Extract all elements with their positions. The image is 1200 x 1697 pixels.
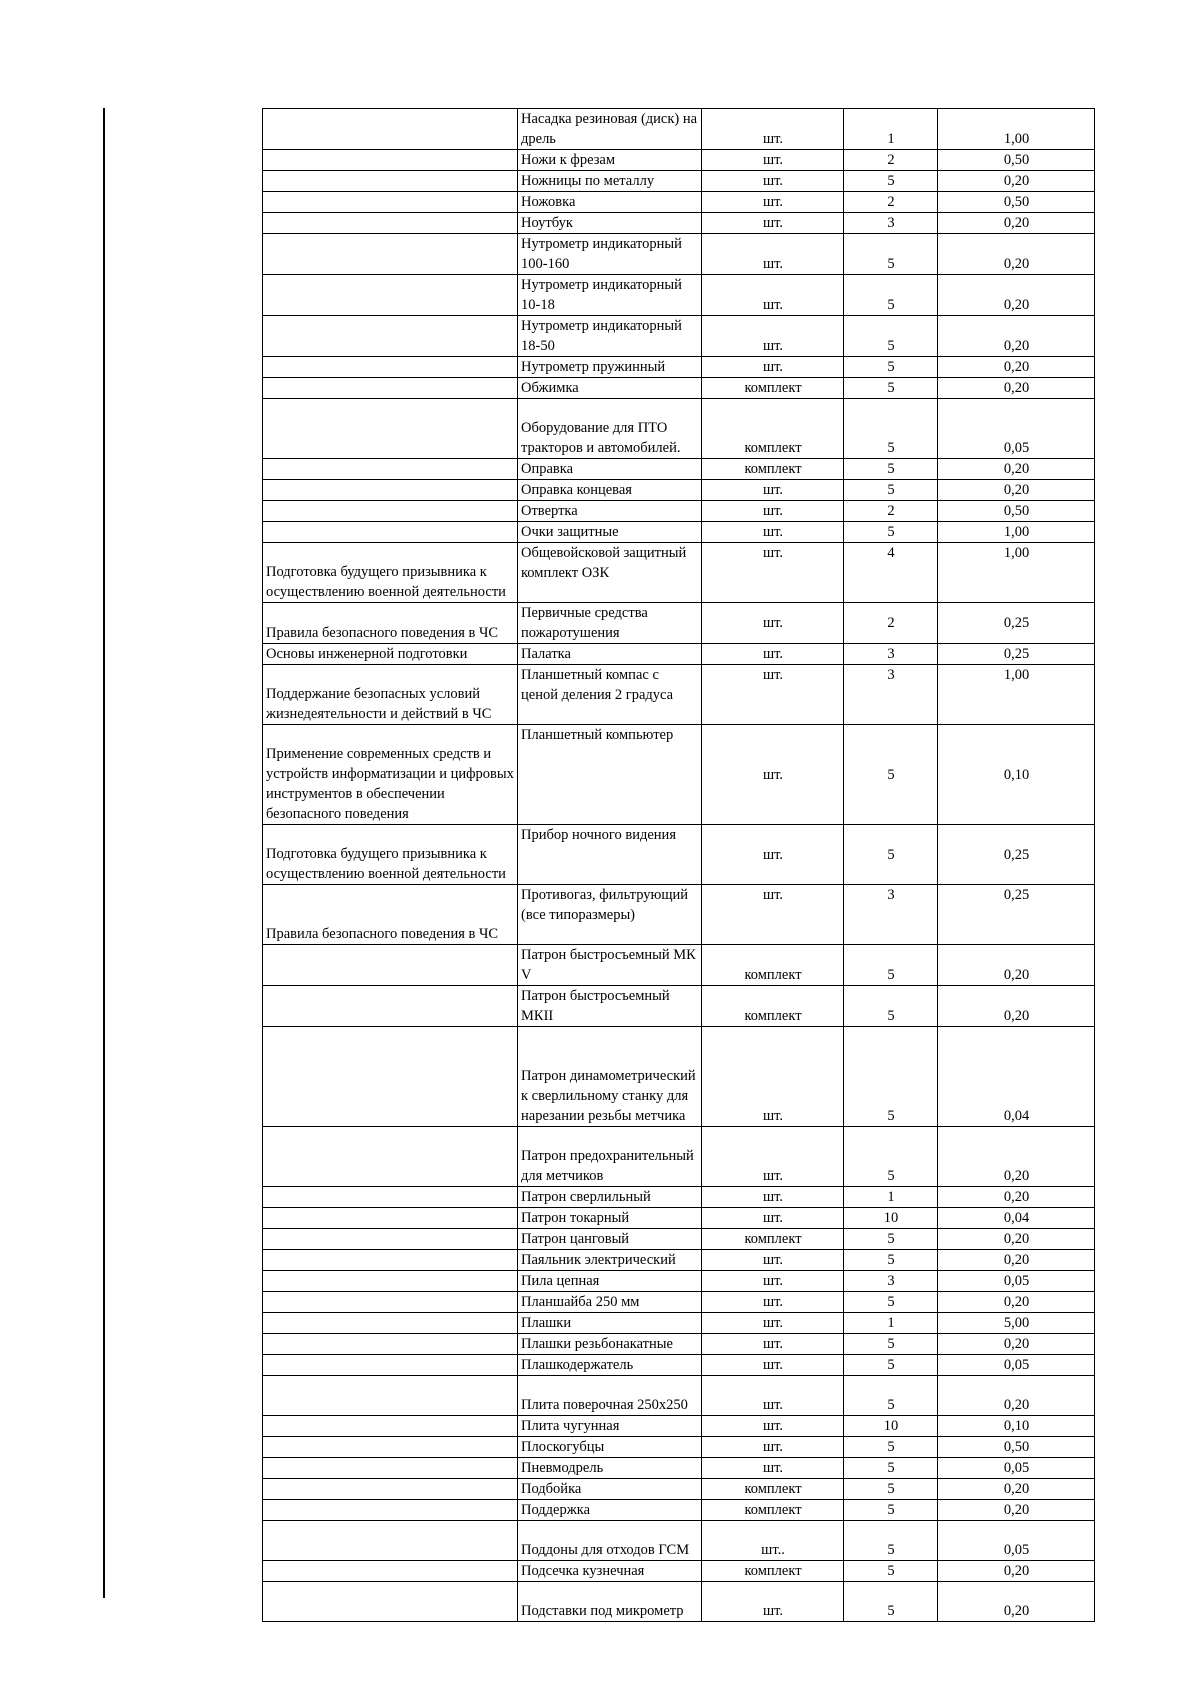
section-cell: Подготовка будущего призывника к осуществлению военной деятельности xyxy=(263,825,518,885)
quantity-cell: 3 xyxy=(844,213,938,234)
unit-cell: шт. xyxy=(702,1355,844,1376)
unit-cell: шт. xyxy=(702,1127,844,1187)
table-row xyxy=(263,171,1095,192)
table-row xyxy=(263,825,1095,885)
section-cell xyxy=(263,1437,518,1458)
item-name-cell: Патрон предохранительный для метчиков xyxy=(518,1127,702,1187)
coefficient-cell: 0,50 xyxy=(938,1437,1095,1458)
unit-cell: шт. xyxy=(702,234,844,275)
section-cell: Поддержание безопасных условий жизнедеятельности и действий в ЧС xyxy=(263,665,518,725)
coefficient-cell: 0,20 xyxy=(938,316,1095,357)
item-name-cell: Палатка xyxy=(518,644,702,665)
item-name-cell: Плашки xyxy=(518,1313,702,1334)
item-name-cell: Ноутбук xyxy=(518,213,702,234)
coefficient-cell: 0,20 xyxy=(938,1561,1095,1582)
quantity-cell: 2 xyxy=(844,603,938,644)
coefficient-cell: 0,20 xyxy=(938,234,1095,275)
item-name-cell: Нутрометр пружинный xyxy=(518,357,702,378)
item-name-cell: Противогаз, фильтрующий (все типоразмеры) xyxy=(518,885,702,945)
coefficient-cell: 0,05 xyxy=(938,1521,1095,1561)
quantity-cell: 5 xyxy=(844,1292,938,1313)
section-cell xyxy=(263,1027,518,1127)
table-row xyxy=(263,1582,1095,1622)
section-cell: Правила безопасного поведения в ЧС xyxy=(263,603,518,644)
table-row xyxy=(263,644,1095,665)
item-name-cell: Планшетный компас с ценой деления 2 градуса xyxy=(518,665,702,725)
quantity-cell: 5 xyxy=(844,171,938,192)
item-name-cell: Патрон цанговый xyxy=(518,1229,702,1250)
unit-cell: комплект xyxy=(702,1229,844,1250)
quantity-cell: 5 xyxy=(844,1479,938,1500)
quantity-cell: 4 xyxy=(844,543,938,603)
item-name-cell: Плашкодержатель xyxy=(518,1355,702,1376)
item-name-cell: Подсечка кузнечная xyxy=(518,1561,702,1582)
quantity-cell: 5 xyxy=(844,725,938,825)
section-cell xyxy=(263,1458,518,1479)
item-name-cell: Нутрометр индикаторный 100-160 xyxy=(518,234,702,275)
unit-cell: шт. xyxy=(702,725,844,825)
unit-cell: шт. xyxy=(702,1187,844,1208)
item-name-cell: Патрон быстросъемный МК V xyxy=(518,945,702,986)
coefficient-cell: 0,20 xyxy=(938,986,1095,1027)
coefficient-cell: 0,25 xyxy=(938,885,1095,945)
section-cell xyxy=(263,501,518,522)
coefficient-cell: 0,04 xyxy=(938,1208,1095,1229)
quantity-cell: 1 xyxy=(844,109,938,150)
section-cell xyxy=(263,986,518,1027)
quantity-cell: 5 xyxy=(844,234,938,275)
coefficient-cell: 0,20 xyxy=(938,1127,1095,1187)
item-name-cell: Поддержка xyxy=(518,1500,702,1521)
section-cell xyxy=(263,1208,518,1229)
unit-cell: шт. xyxy=(702,275,844,316)
section-cell xyxy=(263,192,518,213)
coefficient-cell: 0,20 xyxy=(938,1334,1095,1355)
coefficient-cell: 0,05 xyxy=(938,1355,1095,1376)
item-name-cell: Очки защитные xyxy=(518,522,702,543)
unit-cell: шт. xyxy=(702,543,844,603)
item-name-cell: Оборудование для ПТО тракторов и автомобилей. xyxy=(518,399,702,459)
section-cell: Правила безопасного поведения в ЧС xyxy=(263,885,518,945)
quantity-cell: 5 xyxy=(844,1521,938,1561)
quantity-cell: 5 xyxy=(844,986,938,1027)
quantity-cell: 1 xyxy=(844,1313,938,1334)
section-cell xyxy=(263,1500,518,1521)
section-cell xyxy=(263,316,518,357)
unit-cell: шт. xyxy=(702,1292,844,1313)
section-cell xyxy=(263,1582,518,1622)
unit-cell: шт. xyxy=(702,171,844,192)
coefficient-cell: 0,20 xyxy=(938,1229,1095,1250)
unit-cell: шт. xyxy=(702,1437,844,1458)
section-cell xyxy=(263,1187,518,1208)
section-cell xyxy=(263,1561,518,1582)
coefficient-cell: 0,20 xyxy=(938,1292,1095,1313)
quantity-cell: 5 xyxy=(844,825,938,885)
quantity-cell: 5 xyxy=(844,522,938,543)
quantity-cell: 5 xyxy=(844,1561,938,1582)
table-row xyxy=(263,603,1095,644)
coefficient-cell: 0,20 xyxy=(938,480,1095,501)
section-cell xyxy=(263,522,518,543)
table-row xyxy=(263,501,1095,522)
table-row xyxy=(263,1458,1095,1479)
section-cell xyxy=(263,378,518,399)
coefficient-cell: 0,20 xyxy=(938,1479,1095,1500)
coefficient-cell: 0,20 xyxy=(938,171,1095,192)
coefficient-cell: 5,00 xyxy=(938,1313,1095,1334)
table-row xyxy=(263,1521,1095,1561)
unit-cell: шт.. xyxy=(702,1521,844,1561)
coefficient-cell: 0,50 xyxy=(938,192,1095,213)
quantity-cell: 5 xyxy=(844,1500,938,1521)
item-name-cell: Нутрометр индикаторный 18-50 xyxy=(518,316,702,357)
coefficient-cell: 0,20 xyxy=(938,213,1095,234)
item-name-cell: Паяльник электрический xyxy=(518,1250,702,1271)
item-name-cell: Отвертка xyxy=(518,501,702,522)
table-row xyxy=(263,234,1095,275)
quantity-cell: 5 xyxy=(844,1229,938,1250)
section-cell xyxy=(263,480,518,501)
section-cell xyxy=(263,1376,518,1416)
coefficient-cell: 0,20 xyxy=(938,459,1095,480)
table-row xyxy=(263,1355,1095,1376)
unit-cell: шт. xyxy=(702,603,844,644)
section-cell xyxy=(263,171,518,192)
coefficient-cell: 0,20 xyxy=(938,1500,1095,1521)
section-cell xyxy=(263,109,518,150)
table-row xyxy=(263,459,1095,480)
coefficient-cell: 0,25 xyxy=(938,644,1095,665)
quantity-cell: 5 xyxy=(844,480,938,501)
equipment-table xyxy=(262,108,1095,1622)
quantity-cell: 5 xyxy=(844,399,938,459)
table-row xyxy=(263,665,1095,725)
item-name-cell: Первичные средства пожаротушения xyxy=(518,603,702,644)
item-name-cell: Поддоны для отходов ГСМ xyxy=(518,1521,702,1561)
coefficient-cell: 0,05 xyxy=(938,1271,1095,1292)
quantity-cell: 5 xyxy=(844,459,938,480)
unit-cell: комплект xyxy=(702,1500,844,1521)
unit-cell: комплект xyxy=(702,945,844,986)
section-cell xyxy=(263,275,518,316)
coefficient-cell: 0,05 xyxy=(938,1458,1095,1479)
table-row xyxy=(263,1187,1095,1208)
section-cell xyxy=(263,150,518,171)
coefficient-cell: 1,00 xyxy=(938,522,1095,543)
table-row xyxy=(263,1334,1095,1355)
item-name-cell: Ножовка xyxy=(518,192,702,213)
quantity-cell: 5 xyxy=(844,316,938,357)
item-name-cell: Подставки под микрометр xyxy=(518,1582,702,1622)
section-cell xyxy=(263,1313,518,1334)
unit-cell: шт. xyxy=(702,316,844,357)
table-row xyxy=(263,522,1095,543)
unit-cell: шт. xyxy=(702,109,844,150)
item-name-cell: Оправка xyxy=(518,459,702,480)
item-name-cell: Ножницы по металлу xyxy=(518,171,702,192)
section-cell xyxy=(263,213,518,234)
section-cell xyxy=(263,1229,518,1250)
unit-cell: шт. xyxy=(702,1250,844,1271)
table-row xyxy=(263,543,1095,603)
unit-cell: шт. xyxy=(702,1376,844,1416)
coefficient-cell: 0,20 xyxy=(938,378,1095,399)
table-row xyxy=(263,1561,1095,1582)
coefficient-cell: 0,10 xyxy=(938,1416,1095,1437)
table-row xyxy=(263,316,1095,357)
item-name-cell: Пневмодрель xyxy=(518,1458,702,1479)
item-name-cell: Оправка концевая xyxy=(518,480,702,501)
item-name-cell: Насадка резиновая (диск) на дрель xyxy=(518,109,702,150)
unit-cell: шт. xyxy=(702,1458,844,1479)
coefficient-cell: 1,00 xyxy=(938,109,1095,150)
quantity-cell: 5 xyxy=(844,1334,938,1355)
coefficient-cell: 0,04 xyxy=(938,1027,1095,1127)
table-row xyxy=(263,1208,1095,1229)
table-row xyxy=(263,1127,1095,1187)
item-name-cell: Патрон токарный xyxy=(518,1208,702,1229)
coefficient-cell: 0,50 xyxy=(938,501,1095,522)
quantity-cell: 5 xyxy=(844,1027,938,1127)
section-cell: Основы инженерной подготовки xyxy=(263,644,518,665)
section-cell: Подготовка будущего призывника к осуществлению военной деятельности xyxy=(263,543,518,603)
unit-cell: шт. xyxy=(702,1271,844,1292)
coefficient-cell: 0,20 xyxy=(938,357,1095,378)
item-name-cell: Патрон сверлильный xyxy=(518,1187,702,1208)
unit-cell: комплект xyxy=(702,1479,844,1500)
table-row xyxy=(263,275,1095,316)
section-cell xyxy=(263,1271,518,1292)
unit-cell: шт. xyxy=(702,192,844,213)
quantity-cell: 10 xyxy=(844,1208,938,1229)
section-cell xyxy=(263,1416,518,1437)
unit-cell: шт. xyxy=(702,1027,844,1127)
table-row xyxy=(263,945,1095,986)
coefficient-cell: 0,25 xyxy=(938,603,1095,644)
quantity-cell: 2 xyxy=(844,192,938,213)
unit-cell: шт. xyxy=(702,213,844,234)
item-name-cell: Нутрометр индикаторный 10-18 xyxy=(518,275,702,316)
coefficient-cell: 0,20 xyxy=(938,1582,1095,1622)
section-cell xyxy=(263,1292,518,1313)
unit-cell: шт. xyxy=(702,1334,844,1355)
coefficient-cell: 0,05 xyxy=(938,399,1095,459)
left-margin-line xyxy=(103,108,105,1598)
quantity-cell: 5 xyxy=(844,357,938,378)
quantity-cell: 2 xyxy=(844,501,938,522)
item-name-cell: Плита чугунная xyxy=(518,1416,702,1437)
quantity-cell: 5 xyxy=(844,945,938,986)
unit-cell: комплект xyxy=(702,378,844,399)
unit-cell: шт. xyxy=(702,1582,844,1622)
section-cell xyxy=(263,1355,518,1376)
item-name-cell: Плита поверочная 250х250 xyxy=(518,1376,702,1416)
table-row xyxy=(263,1292,1095,1313)
unit-cell: шт. xyxy=(702,480,844,501)
item-name-cell: Подбойка xyxy=(518,1479,702,1500)
table-row xyxy=(263,1271,1095,1292)
unit-cell: шт. xyxy=(702,644,844,665)
section-cell xyxy=(263,1521,518,1561)
item-name-cell: Плоскогубцы xyxy=(518,1437,702,1458)
coefficient-cell: 0,20 xyxy=(938,1250,1095,1271)
section-cell xyxy=(263,1250,518,1271)
unit-cell: шт. xyxy=(702,150,844,171)
table-row xyxy=(263,725,1095,825)
item-name-cell: Планшайба 250 мм xyxy=(518,1292,702,1313)
table-row xyxy=(263,1479,1095,1500)
quantity-cell: 2 xyxy=(844,150,938,171)
coefficient-cell: 0,10 xyxy=(938,725,1095,825)
unit-cell: комплект xyxy=(702,459,844,480)
table-row xyxy=(263,1313,1095,1334)
table-row xyxy=(263,399,1095,459)
unit-cell: шт. xyxy=(702,1208,844,1229)
coefficient-cell: 0,20 xyxy=(938,1187,1095,1208)
unit-cell: шт. xyxy=(702,357,844,378)
unit-cell: комплект xyxy=(702,1561,844,1582)
quantity-cell: 5 xyxy=(844,1355,938,1376)
item-name-cell: Ножи к фрезам xyxy=(518,150,702,171)
unit-cell: шт. xyxy=(702,501,844,522)
table-row xyxy=(263,1500,1095,1521)
section-cell xyxy=(263,945,518,986)
section-cell xyxy=(263,1127,518,1187)
quantity-cell: 5 xyxy=(844,1127,938,1187)
table-row xyxy=(263,1376,1095,1416)
unit-cell: комплект xyxy=(702,399,844,459)
coefficient-cell: 0,20 xyxy=(938,945,1095,986)
quantity-cell: 5 xyxy=(844,378,938,399)
quantity-cell: 5 xyxy=(844,1582,938,1622)
table-row xyxy=(263,378,1095,399)
unit-cell: комплект xyxy=(702,986,844,1027)
table-row xyxy=(263,109,1095,150)
table-row xyxy=(263,1027,1095,1127)
item-name-cell: Планшетный компьютер xyxy=(518,725,702,825)
item-name-cell: Общевойсковой защитный комплект ОЗК xyxy=(518,543,702,603)
section-cell xyxy=(263,399,518,459)
quantity-cell: 10 xyxy=(844,1416,938,1437)
unit-cell: шт. xyxy=(702,885,844,945)
coefficient-cell: 0,20 xyxy=(938,1376,1095,1416)
quantity-cell: 3 xyxy=(844,644,938,665)
section-cell xyxy=(263,357,518,378)
table-row xyxy=(263,150,1095,171)
item-name-cell: Прибор ночного видения xyxy=(518,825,702,885)
unit-cell: шт. xyxy=(702,665,844,725)
table-row xyxy=(263,885,1095,945)
section-cell xyxy=(263,1334,518,1355)
unit-cell: шт. xyxy=(702,1313,844,1334)
coefficient-cell: 0,20 xyxy=(938,275,1095,316)
section-cell: Применение современных средств и устройств информатизации и цифровых инструментов в обеспечении безопасного поведения xyxy=(263,725,518,825)
quantity-cell: 5 xyxy=(844,1250,938,1271)
quantity-cell: 3 xyxy=(844,885,938,945)
quantity-cell: 3 xyxy=(844,665,938,725)
table-row xyxy=(263,357,1095,378)
coefficient-cell: 1,00 xyxy=(938,665,1095,725)
item-name-cell: Пила цепная xyxy=(518,1271,702,1292)
table-row xyxy=(263,1416,1095,1437)
table-row xyxy=(263,986,1095,1027)
coefficient-cell: 0,50 xyxy=(938,150,1095,171)
quantity-cell: 5 xyxy=(844,1437,938,1458)
table-row xyxy=(263,1229,1095,1250)
table-row xyxy=(263,192,1095,213)
unit-cell: шт. xyxy=(702,825,844,885)
table-row xyxy=(263,1437,1095,1458)
unit-cell: шт. xyxy=(702,1416,844,1437)
item-name-cell: Патрон быстросъемный МКII xyxy=(518,986,702,1027)
equipment-table-body xyxy=(263,109,1095,1622)
quantity-cell: 5 xyxy=(844,1376,938,1416)
table-row xyxy=(263,480,1095,501)
table-row xyxy=(263,213,1095,234)
coefficient-cell: 0,25 xyxy=(938,825,1095,885)
quantity-cell: 3 xyxy=(844,1271,938,1292)
table-row xyxy=(263,1250,1095,1271)
unit-cell: шт. xyxy=(702,522,844,543)
item-name-cell: Плашки резьбонакатные xyxy=(518,1334,702,1355)
coefficient-cell: 1,00 xyxy=(938,543,1095,603)
item-name-cell: Обжимка xyxy=(518,378,702,399)
quantity-cell: 1 xyxy=(844,1187,938,1208)
item-name-cell: Патрон динамометрический к сверлильному станку для нарезании резьбы метчика xyxy=(518,1027,702,1127)
section-cell xyxy=(263,234,518,275)
quantity-cell: 5 xyxy=(844,275,938,316)
section-cell xyxy=(263,1479,518,1500)
quantity-cell: 5 xyxy=(844,1458,938,1479)
section-cell xyxy=(263,459,518,480)
